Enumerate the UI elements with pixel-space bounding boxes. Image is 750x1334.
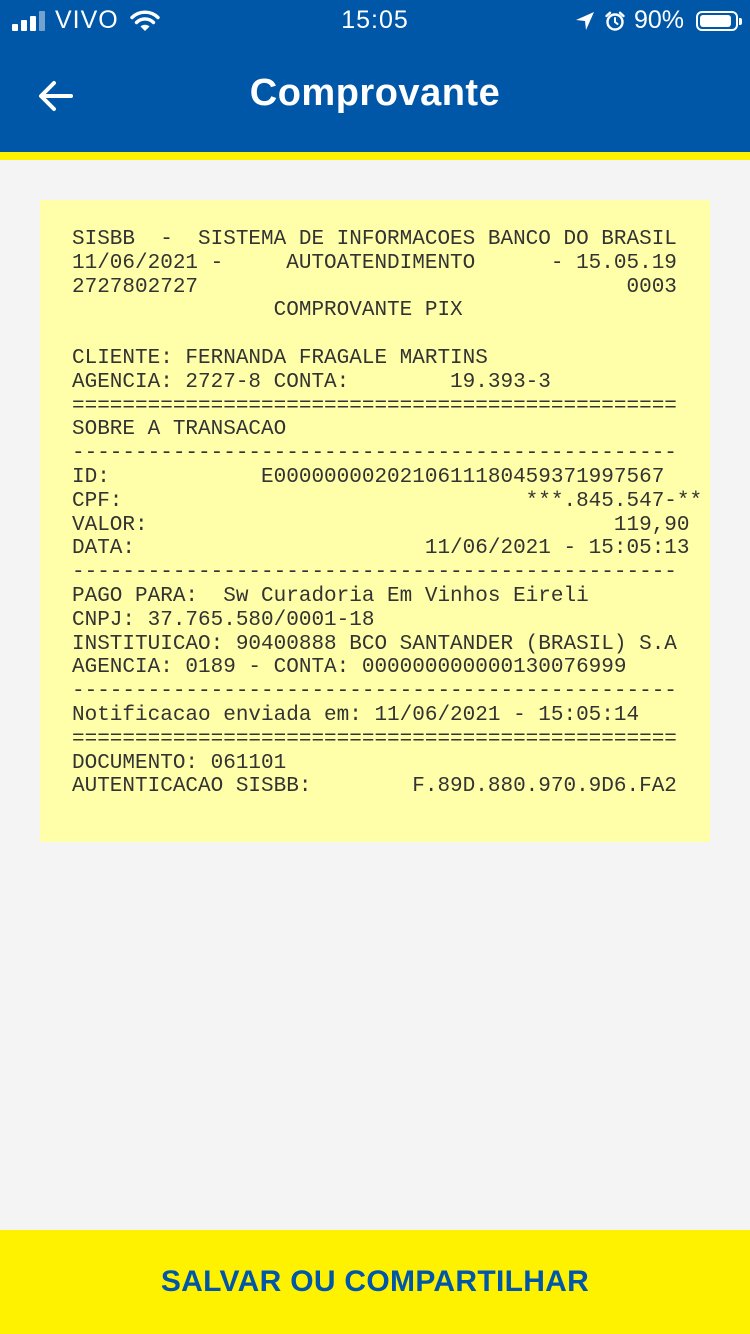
receipt-line: ------------------------------------------------ (72, 561, 677, 585)
header-accent-line (0, 152, 750, 160)
receipt-line: DATA: 11/06/2021 - 15:05:13 (72, 537, 690, 561)
receipt-line: COMPROVANTE PIX (72, 299, 463, 323)
receipt-line: ================================================ (72, 394, 677, 418)
app-header (0, 0, 750, 152)
receipt-line: ------------------------------------------------ (72, 442, 677, 466)
save-or-share-label: SALVAR OU COMPARTILHAR (160, 1265, 590, 1298)
status-time: 15:05 (341, 6, 409, 34)
receipt-line: AUTENTICACAO SISBB: F.89D.880.970.9D6.FA2 (72, 775, 677, 799)
carrier-name: VIVO (55, 6, 119, 34)
battery-icon (696, 11, 738, 31)
receipt-line: VALOR: 119,90 (72, 513, 690, 537)
location-arrow-icon (574, 10, 596, 32)
save-or-share-button[interactable] (0, 1230, 750, 1334)
status-right (574, 6, 738, 35)
receipt-line: Notificacao enviada em: 11/06/2021 - 15:05:14 (72, 703, 640, 727)
receipt-line: 2727802727 0003 (72, 275, 677, 299)
receipt-line: AGENCIA: 2727-8 CONTA: 19.393-3 (72, 370, 551, 394)
receipt-line: 11/06/2021 - AUTOATENDIMENTO - 15.05.19 (72, 251, 677, 275)
receipt-line: ================================================ (72, 727, 677, 751)
receipt-line (72, 323, 702, 347)
alarm-icon (604, 10, 626, 32)
receipt-line: INSTITUICAO: 90400888 BCO SANTANDER (BRASIL) S.A (72, 632, 677, 656)
receipt-line: AGENCIA: 0189 - CONTA: 000000000000130076999 (72, 656, 627, 680)
status-bar (0, 0, 750, 40)
receipt-line: PAGO PARA: Sw Curadoria Em Vinhos Eireli (72, 584, 589, 608)
receipt-line: SISBB - SISTEMA DE INFORMACOES BANCO DO BRASIL (72, 228, 677, 251)
receipt-text (72, 228, 702, 799)
receipt-line: ID: E0000000020210611180459371997567 (72, 465, 665, 489)
receipt-line: ------------------------------------------------ (72, 680, 677, 704)
pix-receipt (40, 200, 710, 842)
receipt-line: CPF: ***.845.547-** (72, 489, 703, 513)
battery-fill (700, 15, 731, 27)
receipt-line: CLIENTE: FERNANDA FRAGALE MARTINS (72, 346, 488, 370)
page-title: Comprovante (249, 72, 501, 114)
receipt-line: DOCUMENTO: 061101 (72, 751, 287, 775)
battery-percentage: 90% (633, 6, 684, 34)
receipt-line: SOBRE A TRANSACAO (72, 418, 287, 442)
receipt-line: CNPJ: 37.765.580/0001-18 (72, 608, 375, 632)
